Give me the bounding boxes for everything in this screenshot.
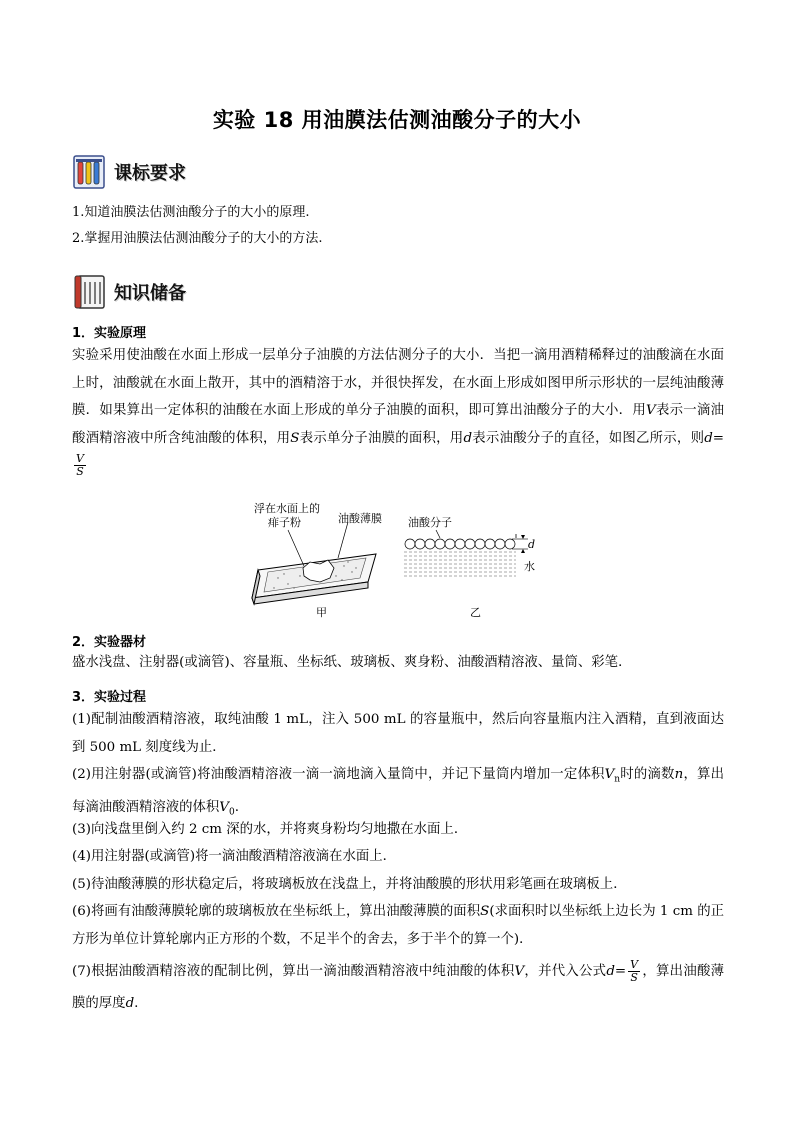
section-knowledge-label: 知识储备 xyxy=(114,283,186,304)
fig-label-water: 水 xyxy=(524,560,535,573)
fig-label-powder-line1: 浮在水面上的 xyxy=(254,502,320,515)
book-icon xyxy=(72,272,108,312)
principle-text-d: 表示油酸分子的直径，如图乙所示，则 xyxy=(472,430,705,446)
step2-var-v0: V xyxy=(219,800,229,816)
step7-formula-lhs: d= xyxy=(606,964,627,979)
principle-text-a: 实验采用使油酸在水面上形成一层单分子油膜的方法估测分子的大小．当把一滴用酒精稀释过的油酸滴在水面上时，油酸就在水面上散开，其中的酒精溶于水，并很快挥发，在水面上形成如图甲所示形状的一层纯油酸薄膜．如果算出一定体积的油酸在水面上形成的单分子油膜的面积，即可算出油酸分子的大小．用 xyxy=(72,348,724,418)
principle-paragraph xyxy=(72,342,724,480)
fig-label-film: 油酸薄膜 xyxy=(338,512,382,525)
step7-formula-denominator: S xyxy=(630,971,638,984)
step6-text-a: (6)将画有油酸薄膜轮廓的玻璃板放在坐标纸上，算出油酸薄膜的面积 xyxy=(72,904,481,919)
procedure-step-7 xyxy=(72,956,724,1020)
step6-var-s: S xyxy=(480,904,490,919)
fig-label-powder-line2: 痱子粉 xyxy=(268,516,301,529)
figure-drawing xyxy=(248,498,558,623)
section-requirements-header xyxy=(72,150,186,194)
step7-text-c: ，算出油酸薄膜的厚度 xyxy=(72,964,725,1011)
test-tubes-icon xyxy=(72,152,108,192)
formula-denominator: S xyxy=(76,465,84,478)
fig-label-molecule: 油酸分子 xyxy=(408,516,452,529)
principle-text-b: 表示一滴油酸酒精溶液中所含纯油酸的体积，用 xyxy=(72,403,725,446)
procedure-step-5: (5)待油酸薄膜的形状稳定后，将玻璃板放在浅盘上，并将油酸膜的形状用彩笔画在玻璃板上． xyxy=(72,877,627,892)
fig-caption-right: 乙 xyxy=(470,606,481,619)
procedure-step-4: (4)用注射器(或滴管)将一滴油酸酒精溶液滴在水面上． xyxy=(72,849,397,864)
formula-fraction xyxy=(74,453,86,478)
requirement-item-1: 1.知道油膜法估测油酸分子的大小的原理. xyxy=(72,205,310,220)
var-s: S xyxy=(290,430,300,446)
fig-label-d: d xyxy=(528,538,536,551)
step2-var-vn: V xyxy=(604,767,615,782)
fig-caption-left: 甲 xyxy=(316,606,327,619)
requirement-item-2: 2.掌握用油膜法估测油酸分子的大小的方法. xyxy=(72,231,323,246)
step7-text-e: . xyxy=(134,996,139,1011)
formula-lhs: d= xyxy=(704,430,725,446)
step7-formula-fraction xyxy=(628,959,640,984)
principle-text-c: 表示单分子油膜的面积，用 xyxy=(299,430,464,446)
step7-var-d: d xyxy=(125,996,135,1011)
var-d: d xyxy=(463,430,473,446)
step2-var-vn-sub: n xyxy=(614,774,621,785)
procedure-heading: 3．实验过程 xyxy=(72,690,147,705)
equipment-heading: 2．实验器材 xyxy=(72,635,147,650)
step7-text-b: ，并代入公式 xyxy=(524,964,607,979)
step2-text-c: ，算出每滴油酸酒精溶液的体积 xyxy=(72,767,725,816)
procedure-step-1: (1)配制油酸酒精溶液，取纯油酸 1 mL，注入 500 mL 的容量瓶中，然后向容量瓶内注入酒精，直到液面达到 500 mL 刻度线为止． xyxy=(72,712,724,755)
step6-text-b: (求面积时以坐标纸上边长为 1 cm 的正方形为单位计算轮廓内正方形的个数，不足半个的舍去，多于半个的算一个)． xyxy=(72,904,725,947)
section-requirements-label: 课标要求 xyxy=(114,163,186,184)
var-v: V xyxy=(646,403,656,418)
step2-text-d: . xyxy=(234,800,239,816)
page-title: 实验 18 用油膜法估测油酸分子的大小 xyxy=(212,108,582,132)
principle-heading: 1．实验原理 xyxy=(72,326,147,341)
step2-text-b: 时的滴数 xyxy=(620,767,675,782)
procedure-step-6 xyxy=(72,898,724,953)
formula-numerator: V xyxy=(76,452,84,465)
procedure-step-3: (3)向浅盘里倒入约 2 cm 深的水，并将爽身粉均匀地撒在水面上． xyxy=(72,822,468,837)
step2-text-a: (2)用注射器(或滴管)将油酸酒精溶液一滴一滴地滴入量筒中，并记下量筒内增加一定体积 xyxy=(72,767,605,782)
step7-var-v: V xyxy=(514,964,525,979)
section-knowledge-header xyxy=(72,270,186,314)
step2-var-n: n xyxy=(674,767,684,782)
experiment-figure xyxy=(248,498,558,623)
step2-var-v0-sub: 0 xyxy=(228,807,235,818)
step7-text-a: (7)根据油酸酒精溶液的配制比例，算出一滴油酸酒精溶液中纯油酸的体积 xyxy=(72,964,515,979)
equipment-text: 盛水浅盘、注射器(或滴管)、容量瓶、坐标纸、玻璃板、爽身粉、油酸酒精溶液、量筒、彩笔． xyxy=(72,655,632,670)
step7-formula-numerator: V xyxy=(630,958,639,971)
